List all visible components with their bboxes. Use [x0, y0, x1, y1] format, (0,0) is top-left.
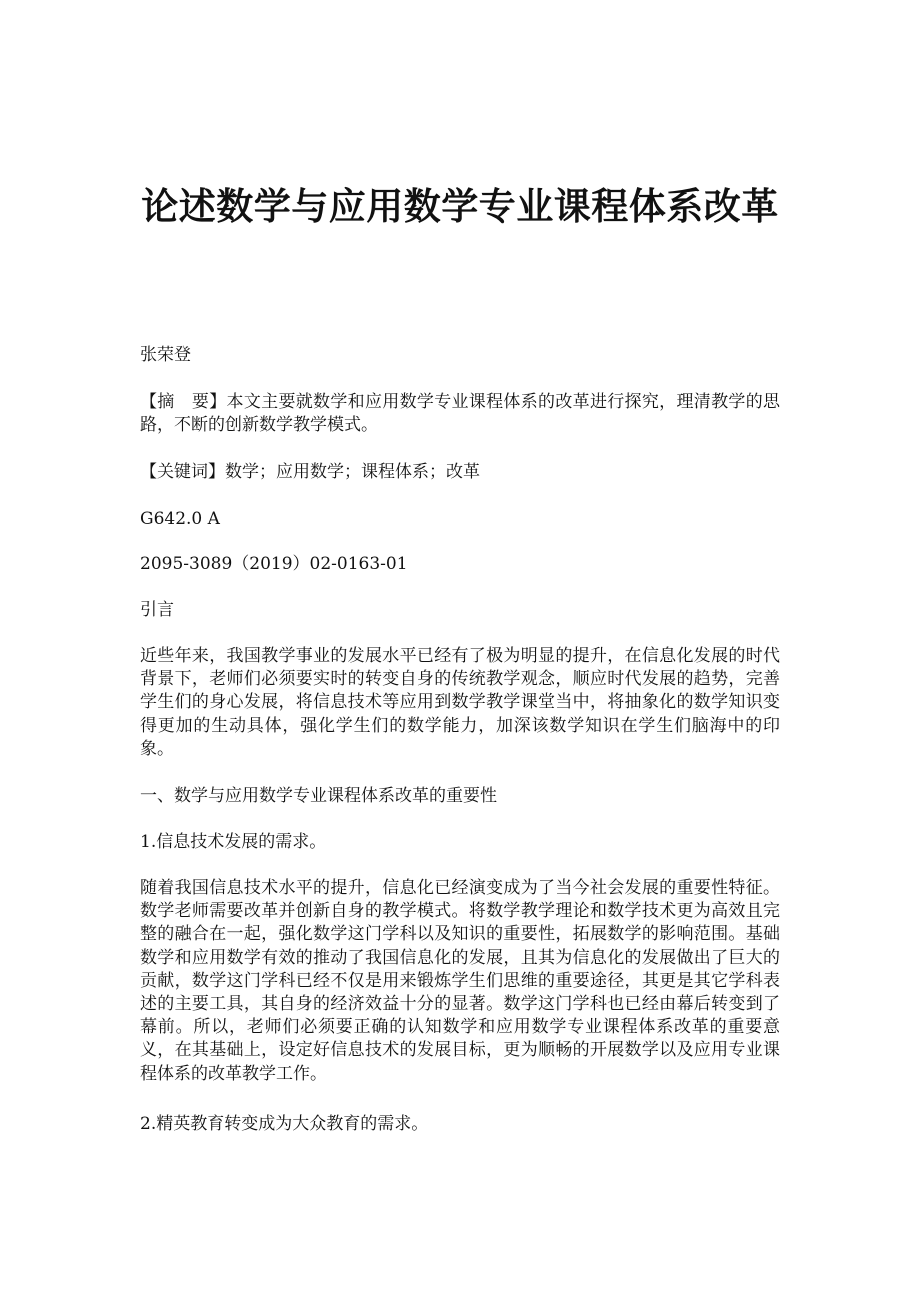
- intro-paragraph: 近些年来，我国教学事业的发展水平已经有了极为明显的提升，在信息化发展的时代背景下，老师们必须要实时的转变自身的传统教学观念，顺应时代发展的趋势，完善学生们的身心发展，将信息技术等应用到数学教学课堂当中，将抽象化的数学知识变得更加的生动具体，强化学生们的数学能力，加深该数学知识在学生们脑海中的印象。: [140, 646, 780, 759]
- article-number: 2095-3089（2019）02-0163-01: [140, 554, 408, 574]
- intro-heading: 引言: [140, 600, 174, 620]
- subsection-heading-2: 2.精英教育转变成为大众教育的需求。: [140, 1114, 429, 1134]
- classification-code: G642.0 A: [140, 509, 220, 529]
- subsection-paragraph-1: 随着我国信息技术水平的提升，信息化已经演变成为了当今社会发展的重要性特征。数学老师需要改革并创新自身的教学模式。将数学教学理论和数学技术更为高效且完整的融合在一起，强化数学这门学科以及知识的重要性，拓展数学的影响范围。基础数学和应用数学有效的推动了我国信息化的发展，且其为信息化的发展做出了巨大的贡献，数学这门学科已经不仅是用来锻炼学生们思维的重要途径，其更是其它学科表述的主要工具，其自身的经济效益十分的显著。数学这门学科也已经由幕后转变到了幕前。所以，老师们必须要正确的认知数学和应用数学专业课程体系改革的重要意义，在其基础上，设定好信息技术的发展目标，更为顺畅的开展数学以及应用专业课程体系的改革教学工作。: [140, 878, 780, 1084]
- subsection-heading-1: 1.信息技术发展的需求。: [140, 832, 327, 852]
- paper-title: 论述数学与应用数学专业课程体系改革: [141, 185, 779, 228]
- author: 张荣登: [140, 345, 191, 365]
- section-heading: 一、数学与应用数学专业课程体系改革的重要性: [140, 786, 497, 806]
- keywords: 【关键词】数学；应用数学；课程体系；改革: [140, 462, 480, 482]
- abstract: 【摘 要】本文主要就数学和应用数学专业课程体系的改革进行探究，理清教学的思路，不断的创新数学教学模式。: [140, 392, 780, 436]
